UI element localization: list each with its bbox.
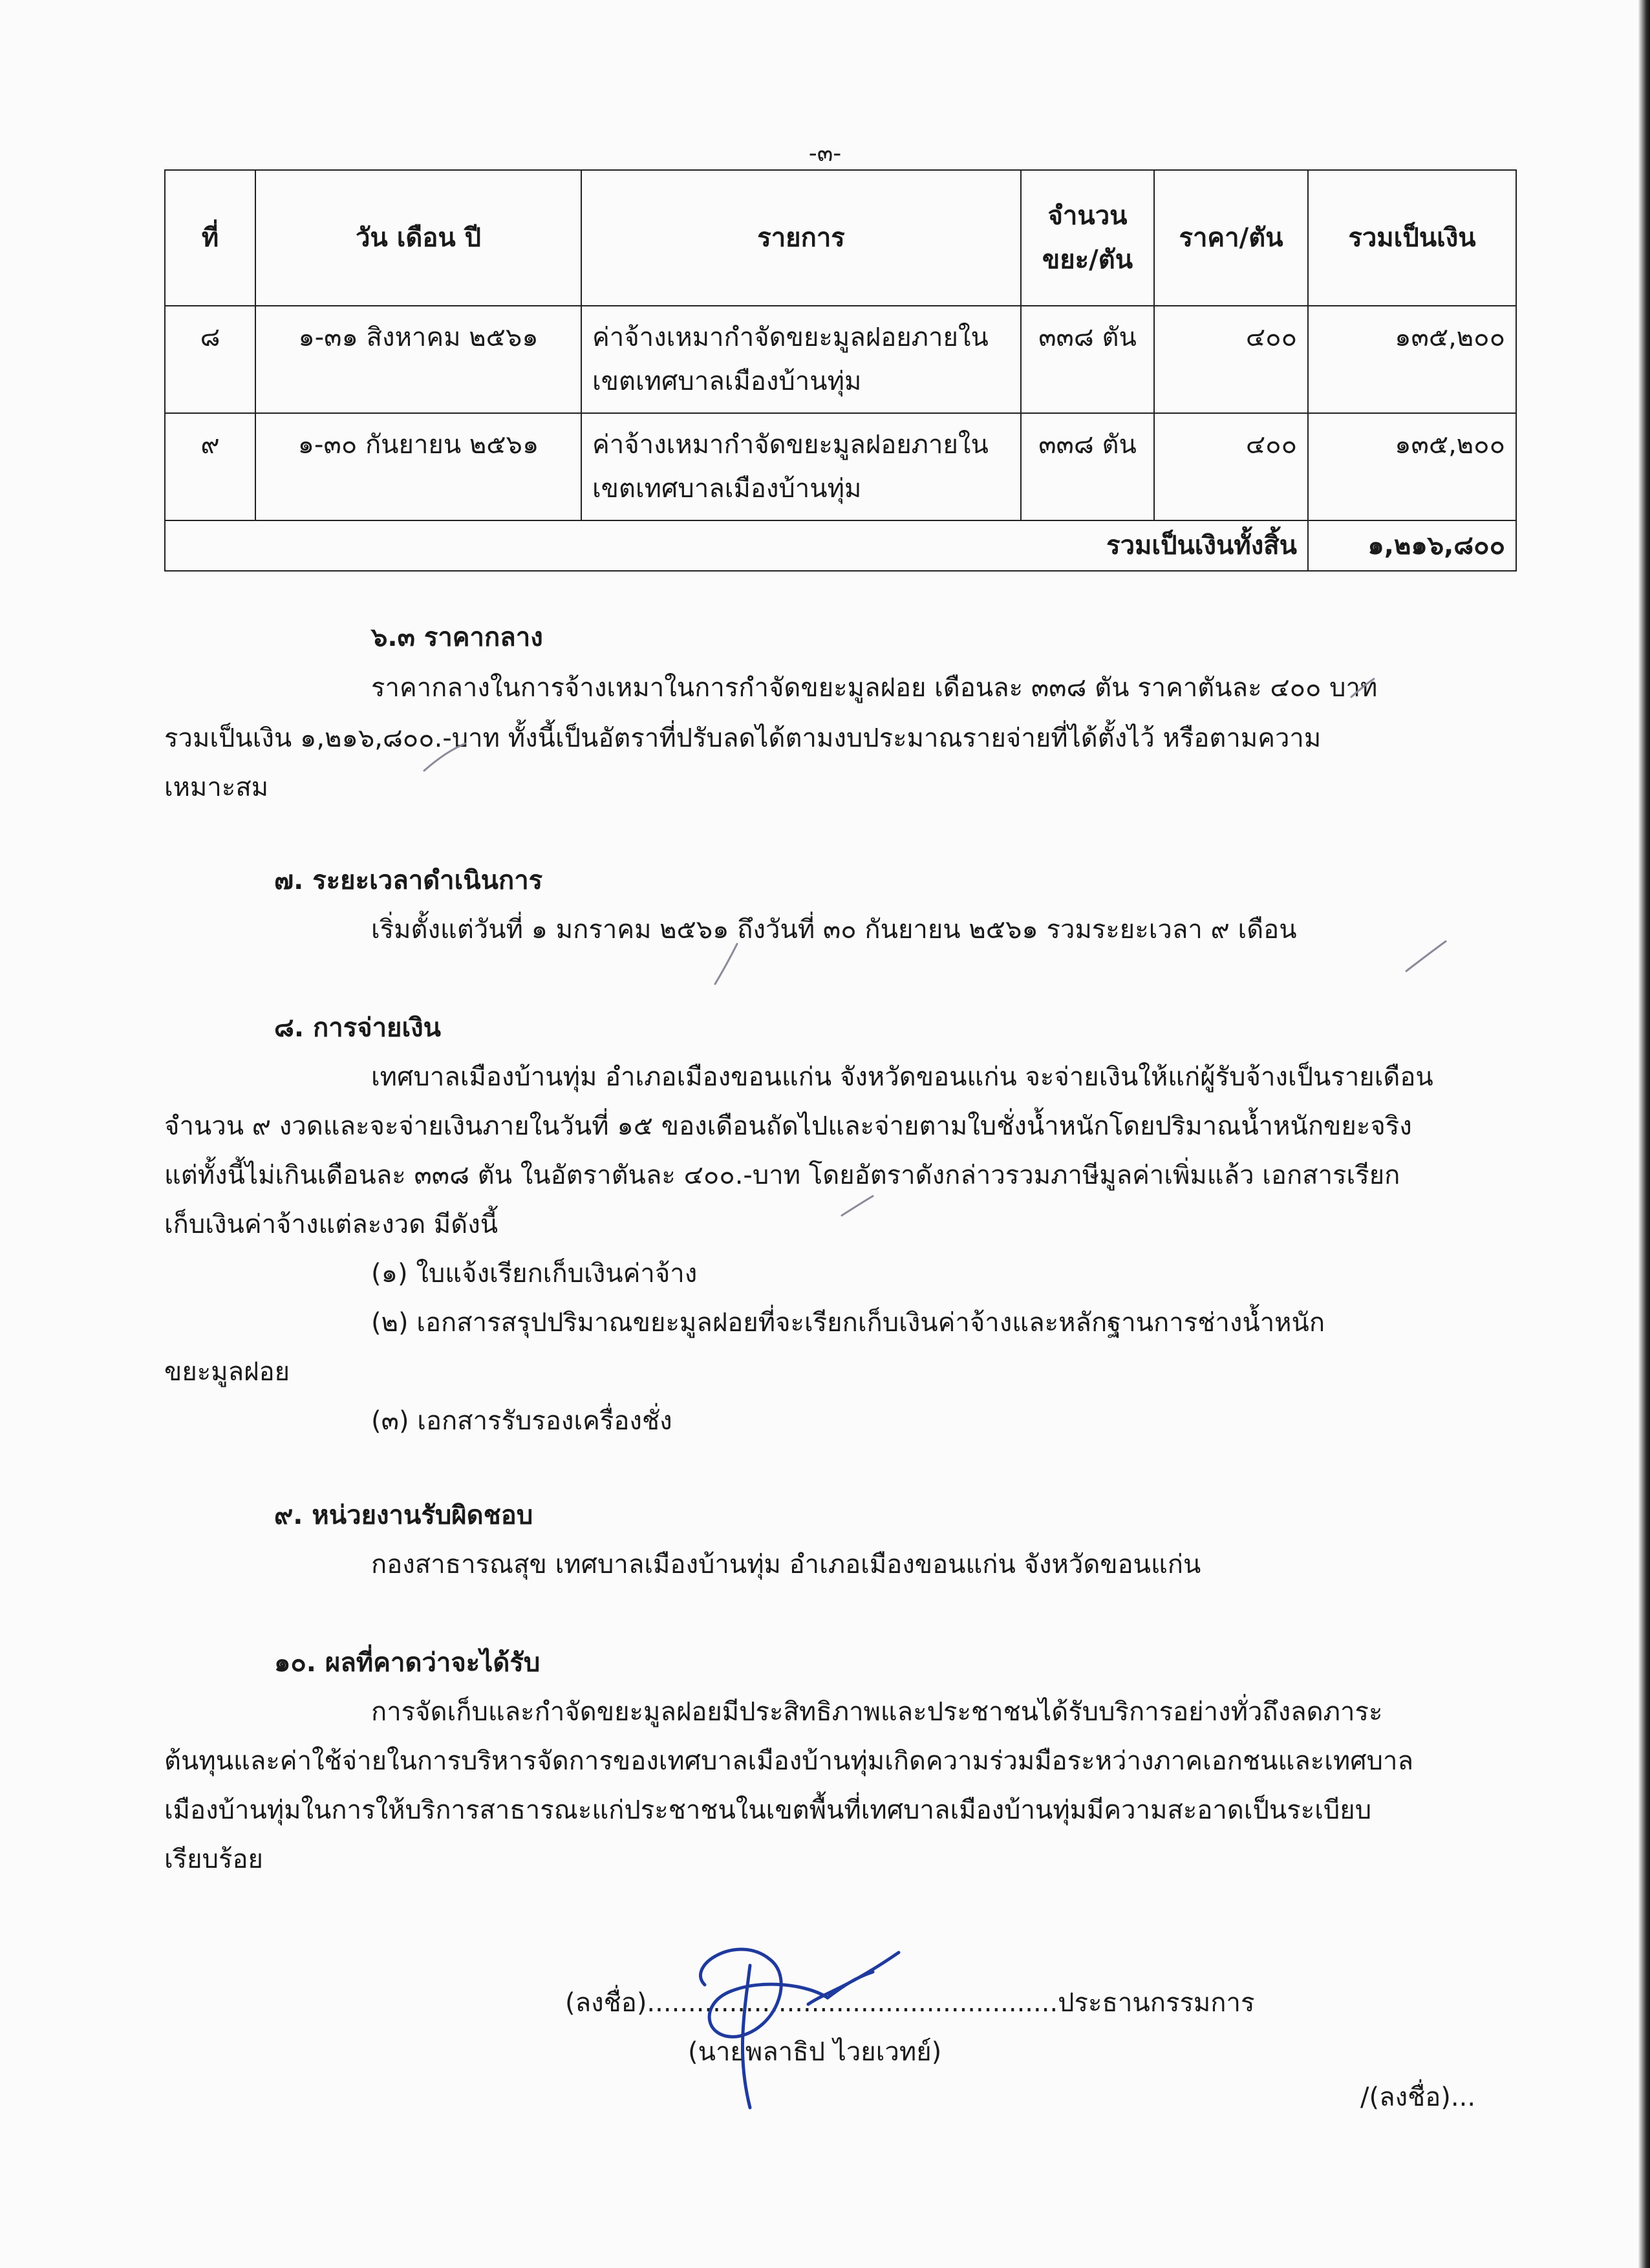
header-date: วัน เดือน ปี (255, 170, 581, 306)
section-10-heading: ๑๐. ผลที่คาดว่าจะได้รับ (274, 1648, 541, 1678)
row-item-line2: เขตเทศบาลเมืองบ้านทุ่ม (592, 367, 862, 396)
header-item: รายการ (581, 170, 1021, 306)
row-no: ๘ (165, 306, 255, 413)
signatory-name: (นายพลาธิป ไวยเวทย์) (688, 2037, 942, 2067)
grand-total-label: รวมเป็นเงินทั้งสิ้น (165, 520, 1308, 571)
section-6-3-line3: เหมาะสม (164, 773, 269, 802)
row-date: ๑-๓๑ สิงหาคม ๒๕๖๑ (255, 306, 581, 413)
row-price: ๔๐๐ (1154, 306, 1308, 413)
section-10-line3: เมืองบ้านทุ่มในการให้บริการสาธารณะแก่ประชาชนในเขตพื้นที่เทศบาลเมืองบ้านทุ่มมีความสะอาดเป็นระเบียบ (164, 1795, 1372, 1825)
section-8-item2-line1: (๒) เอกสารสรุปปริมาณขยะมูลฝอยที่จะเรียกเก็บเงินค่าจ้างและหลักฐานการช่างน้ำหนัก (371, 1308, 1325, 1338)
section-8-item3: (๓) เอกสารรับรองเครื่องชั่ง (371, 1406, 672, 1436)
section-8-line3: แต่ทั้งนี้ไม่เกินเดือนละ ๓๓๘ ตัน ในอัตราตันละ ๔๐๐.-บาท โดยอัตราดังกล่าวรวมภาษีมูลค่าเพิ่มแล้ว เอกสารเรียก (164, 1161, 1400, 1190)
row-quantity: ๓๓๘ ตัน (1021, 306, 1154, 413)
section-10-line2: ต้นทุนและค่าใช้จ่ายในการบริหารจัดการของเทศบาลเมืองบ้านทุ่มเกิดความร่วมมือระหว่างภาคเอกชนและเทศบาล (164, 1746, 1414, 1776)
row-price: ๔๐๐ (1154, 413, 1308, 520)
section-8-item2-line2: ขยะมูลฝอย (164, 1357, 290, 1387)
header-total: รวมเป็นเงิน (1308, 170, 1516, 306)
section-9-heading: ๙. หน่วยงานรับผิดชอบ (274, 1501, 533, 1530)
row-no: ๙ (165, 413, 255, 520)
row-total: ๑๓๕,๒๐๐ (1308, 413, 1516, 520)
page-number: -๓- (808, 140, 842, 167)
section-6-3-line2: รวมเป็นเงิน ๑,๒๑๖,๘๐๐.-บาท ทั้งนี้เป็นอัตราที่ปรับลดได้ตามงบประมาณรายจ่ายที่ได้ตั้งไว้ หรือตามความ (164, 723, 1322, 753)
section-8-line1: เทศบาลเมืองบ้านทุ่ม อำเภอเมืองขอนแก่น จังหวัดขอนแก่น จะจ่ายเงินให้แก่ผู้รับจ้างเป็นรายเดือน (371, 1062, 1433, 1092)
section-8-item1: (๑) ใบแจ้งเรียกเก็บเงินค่าจ้าง (371, 1259, 698, 1289)
grand-total-value: ๑,๒๑๖,๘๐๐ (1308, 520, 1516, 571)
section-10-line4: เรียบร้อย (164, 1845, 263, 1874)
header-quantity-label: จำนวน ขยะ/ตัน (1042, 201, 1133, 275)
section-9-line1: กองสาธารณสุข เทศบาลเมืองบ้านทุ่ม อำเภอเมืองขอนแก่น จังหวัดขอนแก่น (371, 1550, 1201, 1579)
signature-line: (ลงชื่อ)..................................................ประธานกรรมการ (565, 1988, 1255, 2018)
section-6-3-heading: ๖.๓ ราคากลาง (371, 623, 543, 652)
continued-marker: /(ลงชื่อ)... (1360, 2082, 1476, 2112)
row-item-line1: ค่าจ้างเหมากำจัดขยะมูลฝอยภายใน (592, 323, 989, 352)
section-6-3-line1: ราคากลางในการจ้างเหมาในการกำจัดขยะมูลฝอย เดือนละ ๓๓๘ ตัน ราคาตันละ ๔๐๐ บาท (371, 673, 1378, 703)
section-8-line4: เก็บเงินค่าจ้างแต่ละงวด มีดังนี้ (164, 1210, 498, 1239)
row-item-line1: ค่าจ้างเหมากำจัดขยะมูลฝอยภายใน (592, 430, 989, 460)
section-8-line2: จำนวน ๙ งวดและจะจ่ายเงินภายในวันที่ ๑๕ ของเดือนถัดไปและจ่ายตามใบชั่งน้ำหนักโดยปริมาณน้ำหนักขยะจริง (164, 1111, 1412, 1141)
section-7-line1: เริ่มตั้งแต่วันที่ ๑ มกราคม ๒๕๖๑ ถึงวันที่ ๓๐ กันยายน ๒๕๖๑ รวมระยะเวลา ๙ เดือน (371, 915, 1297, 945)
row-total: ๑๓๕,๒๐๐ (1308, 306, 1516, 413)
section-7-heading: ๗. ระยะเวลาดำเนินการ (274, 866, 543, 895)
row-quantity: ๓๓๘ ตัน (1021, 413, 1154, 520)
row-date: ๑-๓๐ กันยายน ๒๕๖๑ (255, 413, 581, 520)
row-item-line2: เขตเทศบาลเมืองบ้านทุ่ม (592, 474, 862, 504)
section-8-heading: ๘. การจ่ายเงิน (274, 1013, 442, 1043)
section-10-line1: การจัดเก็บและกำจัดขยะมูลฝอยมีประสิทธิภาพและประชาชนได้รับบริการอย่างทั่วถึงลดภาระ (371, 1697, 1383, 1727)
header-price: ราคา/ตัน (1154, 170, 1308, 306)
header-no: ที่ (165, 170, 255, 306)
